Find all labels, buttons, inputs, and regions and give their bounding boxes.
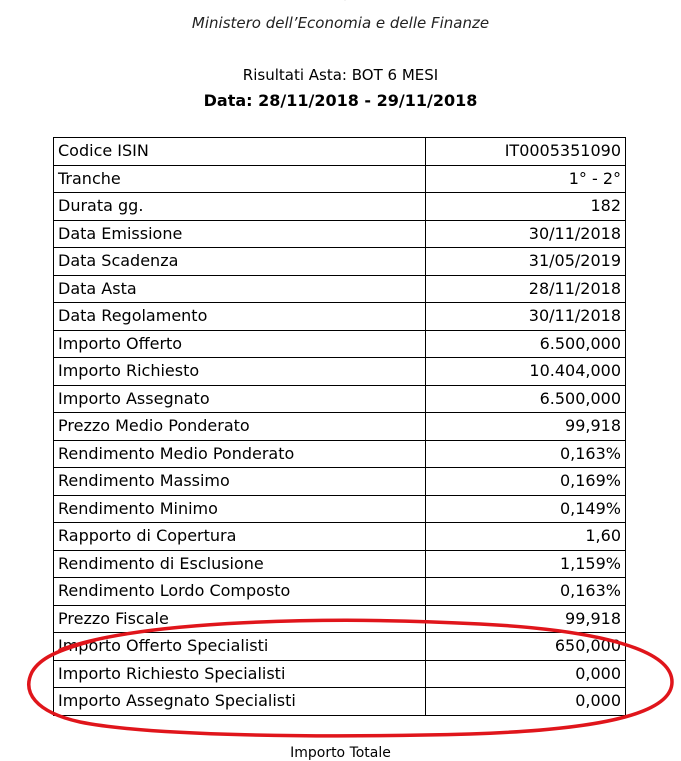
table-row — [54, 633, 626, 661]
row-label: Data Regolamento — [54, 303, 426, 331]
table-row — [54, 605, 626, 633]
table-row — [54, 495, 626, 523]
row-value: 650,000 — [426, 633, 626, 661]
row-label: Durata gg. — [54, 193, 426, 221]
row-label: Data Scadenza — [54, 248, 426, 276]
table-row — [54, 578, 626, 606]
ministry-name: Ministero dell’Economia e delle Finanze — [191, 14, 490, 32]
row-label: Prezzo Medio Ponderato — [54, 413, 426, 441]
row-label: Rendimento Massimo — [54, 468, 426, 496]
row-value: 0,149% — [426, 495, 626, 523]
table-row — [54, 468, 626, 496]
row-label: Rendimento Lordo Composto — [54, 578, 426, 606]
row-value: 0,163% — [426, 578, 626, 606]
row-value: 99,918 — [426, 605, 626, 633]
row-label: Importo Offerto Specialisti — [54, 633, 426, 661]
table-row — [54, 165, 626, 193]
auction-date: Data: 28/11/2018 - 29/11/2018 — [203, 91, 478, 110]
table-row — [54, 248, 626, 276]
row-value: 0,163% — [426, 440, 626, 468]
row-value: IT0005351090 — [426, 138, 626, 166]
table-row — [54, 220, 626, 248]
row-label: Codice ISIN — [54, 138, 426, 166]
row-label: Tranche — [54, 165, 426, 193]
table-row — [54, 523, 626, 551]
auction-results-table — [53, 137, 626, 716]
table-row — [54, 550, 626, 578]
row-value: 28/11/2018 — [426, 275, 626, 303]
row-label: Rendimento Medio Ponderato — [54, 440, 426, 468]
row-label: Rapporto di Copertura — [54, 523, 426, 551]
table-row — [54, 138, 626, 166]
row-value: 30/11/2018 — [426, 220, 626, 248]
row-label: Data Emissione — [54, 220, 426, 248]
row-label: Data Asta — [54, 275, 426, 303]
table-row — [54, 358, 626, 386]
row-value: 0,169% — [426, 468, 626, 496]
row-value: 10.404,000 — [426, 358, 626, 386]
table-row — [54, 330, 626, 358]
row-label: Importo Richiesto — [54, 358, 426, 386]
importo-totale-heading: Importo Totale — [290, 745, 391, 761]
row-value: 30/11/2018 — [426, 303, 626, 331]
row-value: 0,000 — [426, 660, 626, 688]
row-label: Importo Offerto — [54, 330, 426, 358]
table-row — [54, 660, 626, 688]
table-row — [54, 275, 626, 303]
row-value: 1,159% — [426, 550, 626, 578]
row-value: 1,60 — [426, 523, 626, 551]
row-label: Rendimento di Esclusione — [54, 550, 426, 578]
row-value: 99,918 — [426, 413, 626, 441]
table-row — [54, 193, 626, 221]
emblem-icon — [322, 0, 362, 6]
row-label: Rendimento Minimo — [54, 495, 426, 523]
auction-subtitle: Risultati Asta: BOT 6 MESI — [242, 66, 439, 84]
table-row — [54, 440, 626, 468]
row-label: Importo Assegnato Specialisti — [54, 688, 426, 716]
row-value: 1° - 2° — [426, 165, 626, 193]
row-label: Prezzo Fiscale — [54, 605, 426, 633]
row-value: 6.500,000 — [426, 330, 626, 358]
row-label: Importo Richiesto Specialisti — [54, 660, 426, 688]
row-value: 182 — [426, 193, 626, 221]
table-row — [54, 413, 626, 441]
table-row — [54, 385, 626, 413]
table-row — [54, 688, 626, 716]
row-value: 0,000 — [426, 688, 626, 716]
row-value: 31/05/2019 — [426, 248, 626, 276]
row-value: 6.500,000 — [426, 385, 626, 413]
table-row — [54, 303, 626, 331]
row-label: Importo Assegnato — [54, 385, 426, 413]
